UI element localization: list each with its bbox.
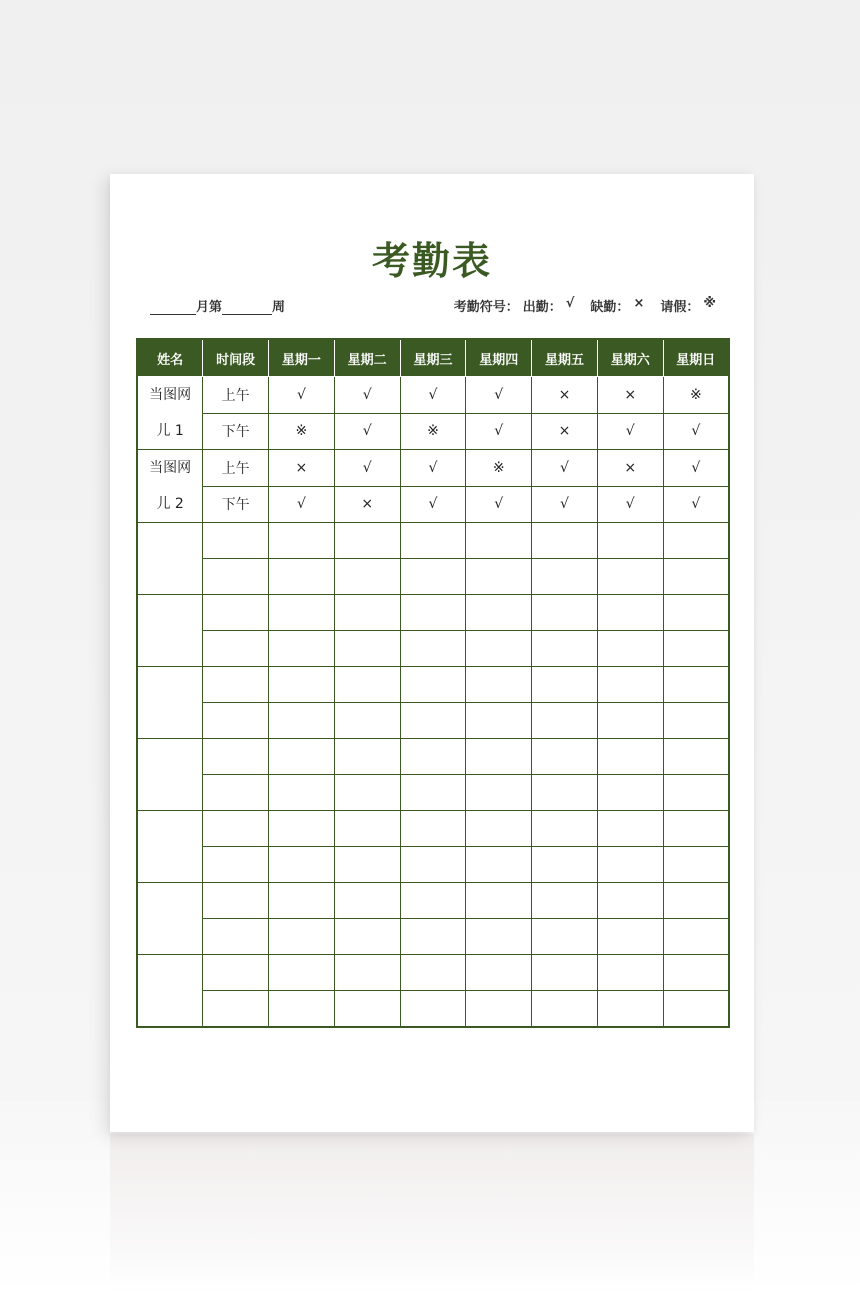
empty-period-cell [203,631,269,667]
empty-mark-cell [400,667,466,703]
empty-mark-cell [663,919,729,955]
empty-mark-cell [269,883,335,919]
empty-mark-cell [466,703,532,739]
empty-table-row [137,883,729,919]
empty-mark-cell [334,991,400,1028]
employee-name-line1: 当图网 [149,387,192,403]
empty-period-cell [203,667,269,703]
attendance-mark: √ [334,450,400,487]
header-sunday: 星期日 [663,339,729,377]
empty-mark-cell [466,523,532,559]
empty-mark-cell [663,739,729,775]
empty-mark-cell [466,559,532,595]
table-row [137,413,729,450]
empty-mark-cell [597,775,663,811]
empty-table-row [137,523,729,559]
attendance-mark: √ [532,486,598,523]
month-label: 月第 [196,300,223,315]
empty-mark-cell [466,811,532,847]
empty-period-cell [203,775,269,811]
empty-mark-cell [663,775,729,811]
empty-name-cell [137,739,203,811]
empty-mark-cell [663,523,729,559]
table-row [137,450,729,487]
empty-period-cell [203,991,269,1028]
attendance-mark: √ [597,413,663,450]
empty-mark-cell [400,703,466,739]
empty-mark-cell [466,991,532,1028]
empty-mark-cell [597,703,663,739]
empty-mark-cell [466,595,532,631]
empty-name-cell [137,667,203,739]
empty-period-cell [203,919,269,955]
empty-mark-cell [663,703,729,739]
empty-mark-cell [400,955,466,991]
legend-absent-label: 缺勤： [590,300,630,315]
empty-mark-cell [334,739,400,775]
week-blank [222,300,272,315]
empty-mark-cell [400,595,466,631]
empty-mark-cell [663,811,729,847]
empty-name-cell [137,955,203,1028]
empty-table-row [137,955,729,991]
legend-leave-label: 请假： [660,300,700,315]
period-cell: 上午 [203,377,269,414]
employee-name-line2: 儿 2 [156,496,184,512]
empty-name-cell [137,595,203,667]
attendance-mark: √ [334,413,400,450]
legend-leave-symbol: ※ [703,296,716,311]
empty-mark-cell [466,955,532,991]
empty-mark-cell [400,991,466,1028]
employee-name-cell [137,377,203,450]
empty-table-row [137,667,729,703]
empty-mark-cell [597,955,663,991]
empty-mark-cell [597,523,663,559]
attendance-mark: × [334,486,400,523]
empty-mark-cell [400,775,466,811]
empty-mark-cell [269,991,335,1028]
header-thursday: 星期四 [466,339,532,377]
empty-mark-cell [597,667,663,703]
empty-period-cell [203,847,269,883]
empty-period-cell [203,883,269,919]
empty-mark-cell [532,595,598,631]
period-cell: 下午 [203,486,269,523]
empty-mark-cell [532,631,598,667]
empty-mark-cell [334,955,400,991]
empty-mark-cell [466,631,532,667]
attendance-mark: √ [466,413,532,450]
empty-table-row [137,595,729,631]
employee-name-line2: 儿 1 [156,423,184,439]
empty-mark-cell [400,739,466,775]
table-header-row [137,339,729,377]
empty-period-cell [203,703,269,739]
empty-mark-cell [663,667,729,703]
attendance-legend [454,296,716,315]
attendance-mark: × [269,450,335,487]
empty-mark-cell [269,775,335,811]
empty-mark-cell [400,847,466,883]
month-blank [150,300,196,315]
empty-mark-cell [269,667,335,703]
empty-mark-cell [597,595,663,631]
empty-mark-cell [663,991,729,1028]
empty-table-row [137,739,729,775]
empty-mark-cell [334,919,400,955]
empty-mark-cell [334,883,400,919]
attendance-mark: ※ [269,413,335,450]
empty-mark-cell [334,775,400,811]
attendance-mark: √ [663,450,729,487]
empty-mark-cell [663,955,729,991]
attendance-mark: ※ [400,413,466,450]
attendance-mark: √ [663,486,729,523]
empty-mark-cell [532,847,598,883]
header-tuesday: 星期二 [334,339,400,377]
empty-mark-cell [269,847,335,883]
empty-mark-cell [597,739,663,775]
empty-name-cell [137,811,203,883]
empty-mark-cell [334,631,400,667]
employee-name-cell [137,450,203,523]
empty-period-cell [203,559,269,595]
empty-mark-cell [269,919,335,955]
legend-prefix: 考勤符号： [453,300,519,315]
empty-mark-cell [663,595,729,631]
attendance-mark: √ [334,377,400,414]
legend-present-symbol: √ [565,296,575,311]
empty-mark-cell [334,847,400,883]
employee-name-line1: 当图网 [149,460,192,476]
empty-mark-cell [269,703,335,739]
empty-mark-cell [334,595,400,631]
empty-name-cell [137,883,203,955]
empty-mark-cell [269,595,335,631]
empty-name-cell [137,523,203,595]
empty-mark-cell [400,559,466,595]
empty-period-cell [203,595,269,631]
empty-mark-cell [400,631,466,667]
empty-mark-cell [532,523,598,559]
empty-mark-cell [597,631,663,667]
week-label: 周 [272,300,286,315]
attendance-mark: × [532,413,598,450]
empty-mark-cell [400,811,466,847]
empty-mark-cell [400,883,466,919]
attendance-mark: √ [269,486,335,523]
attendance-mark: √ [400,450,466,487]
empty-mark-cell [269,631,335,667]
empty-mark-cell [466,847,532,883]
empty-mark-cell [663,883,729,919]
empty-mark-cell [597,991,663,1028]
empty-mark-cell [597,883,663,919]
empty-mark-cell [532,739,598,775]
empty-period-cell [203,811,269,847]
header-monday: 星期一 [269,339,335,377]
header-name: 姓名 [137,339,203,377]
empty-mark-cell [334,703,400,739]
period-cell: 下午 [203,413,269,450]
empty-mark-cell [269,523,335,559]
empty-mark-cell [532,775,598,811]
table-body [137,377,729,1028]
empty-mark-cell [532,919,598,955]
empty-mark-cell [532,667,598,703]
empty-period-cell [203,739,269,775]
empty-mark-cell [597,847,663,883]
empty-mark-cell [334,559,400,595]
attendance-mark: √ [400,486,466,523]
attendance-mark: ※ [466,450,532,487]
empty-mark-cell [466,775,532,811]
empty-mark-cell [532,703,598,739]
empty-table-row [137,559,729,595]
attendance-mark: √ [663,413,729,450]
attendance-mark: √ [597,486,663,523]
attendance-mark: √ [269,377,335,414]
attendance-mark: × [597,450,663,487]
header-wednesday: 星期三 [400,339,466,377]
empty-table-row [137,919,729,955]
attendance-mark: × [597,377,663,414]
empty-period-cell [203,523,269,559]
empty-mark-cell [532,883,598,919]
table-row [137,377,729,414]
empty-mark-cell [532,955,598,991]
empty-table-row [137,631,729,667]
attendance-mark: ※ [663,377,729,414]
header-friday: 星期五 [532,339,598,377]
week-line [150,296,285,315]
attendance-mark: √ [466,377,532,414]
empty-mark-cell [663,559,729,595]
empty-mark-cell [400,523,466,559]
empty-mark-cell [466,883,532,919]
paper-reflection [110,1134,754,1294]
attendance-table [136,338,730,1028]
table-row [137,486,729,523]
empty-mark-cell [269,739,335,775]
empty-mark-cell [597,919,663,955]
empty-mark-cell [334,523,400,559]
attendance-mark: √ [532,450,598,487]
attendance-mark: × [532,377,598,414]
empty-mark-cell [532,811,598,847]
attendance-sheet-paper [110,174,754,1132]
empty-mark-cell [334,667,400,703]
sheet-title: 考勤表 [371,239,492,283]
empty-mark-cell [466,667,532,703]
empty-mark-cell [597,559,663,595]
empty-table-row [137,775,729,811]
empty-mark-cell [269,559,335,595]
empty-mark-cell [466,739,532,775]
empty-table-row [137,991,729,1028]
empty-mark-cell [532,991,598,1028]
empty-table-row [137,811,729,847]
empty-mark-cell [466,919,532,955]
header-period: 时间段 [203,339,269,377]
legend-present-label: 出勤： [522,300,562,315]
empty-table-row [137,703,729,739]
empty-mark-cell [334,811,400,847]
attendance-mark: √ [400,377,466,414]
empty-mark-cell [663,847,729,883]
header-saturday: 星期六 [597,339,663,377]
empty-period-cell [203,955,269,991]
empty-mark-cell [269,955,335,991]
empty-mark-cell [663,631,729,667]
attendance-mark: √ [466,486,532,523]
empty-table-row [137,847,729,883]
empty-mark-cell [400,919,466,955]
empty-mark-cell [269,811,335,847]
legend-absent-symbol: × [633,296,645,311]
period-cell: 上午 [203,450,269,487]
empty-mark-cell [597,811,663,847]
empty-mark-cell [532,559,598,595]
